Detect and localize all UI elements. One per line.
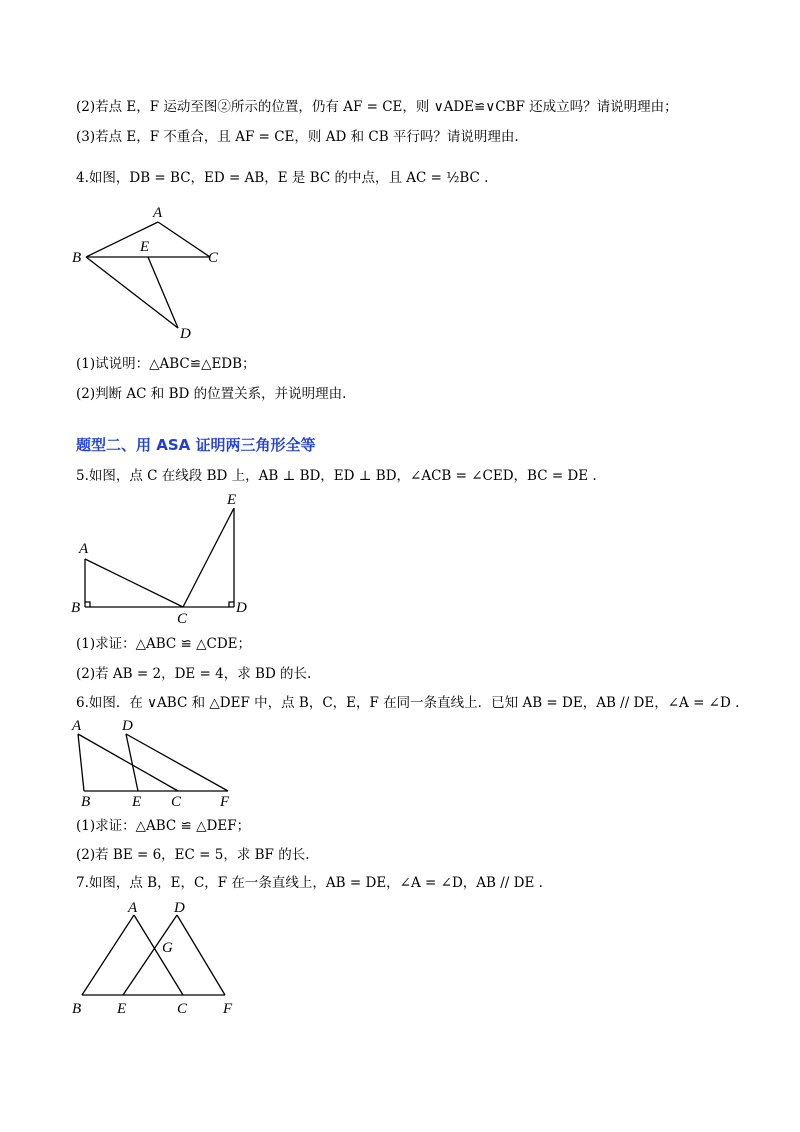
segment-bd — [86, 257, 178, 328]
label-d: D — [236, 600, 247, 616]
label-g: G — [162, 940, 173, 956]
q7-stem: 7.如图，点 B，E，C，F 在一条直线上，AB = DE，∠A = ∠D，AB // DE . — [76, 875, 543, 891]
label-e: E — [117, 1001, 127, 1017]
label-d: D — [180, 326, 191, 342]
q4-stem: 4.如图，DB = BC，ED = AB，E 是 BC 的中点，且 AC = ½BC . — [76, 170, 489, 186]
label-d: D — [174, 900, 185, 916]
segment-df — [126, 734, 228, 791]
label-c: C — [177, 1001, 188, 1017]
label-c: C — [171, 794, 182, 810]
label-a: A — [79, 541, 89, 557]
section-heading: 题型二、用 ASA 证明两三角形全等 — [76, 436, 316, 454]
q3-part3: (3)若点 E，F 不重合，且 AF = CE，则 AD 和 CB 平行吗？请说明理由. — [76, 129, 519, 145]
label-b: B — [81, 794, 91, 810]
figure-7 — [70, 900, 270, 1025]
label-b: B — [71, 600, 81, 616]
q3-part2: (2)若点 E，F 运动至图②所示的位置，仍有 AF = CE，则 ∨ADE≌∨CBF 还成立吗？请说明理由； — [76, 99, 678, 115]
label-e: E — [132, 794, 142, 810]
label-f: F — [223, 1001, 233, 1017]
label-d: D — [122, 718, 133, 734]
segment-ab — [78, 734, 84, 791]
q6-stem: 6.如图．在 ∨ABC 和 △DEF 中，点 B，C，E，F 在同一条直线上．已知 AB = DE，AB // DE，∠A = ∠D . — [76, 695, 740, 711]
segment-ac — [158, 222, 210, 257]
label-c: C — [177, 611, 188, 627]
q5-part2: (2)若 AB = 2，DE = 4，求 BD 的长. — [76, 666, 312, 682]
q6-part1: (1)求证：△ABC ≌ △DEF； — [76, 818, 251, 834]
label-c: C — [208, 250, 219, 266]
label-b: B — [72, 250, 82, 266]
q5-part1: (1)求证：△ABC ≌ △CDE； — [76, 636, 252, 652]
segment-ac — [85, 559, 183, 607]
segment-ac — [134, 915, 183, 995]
q5-stem: 5.如图，点 C 在线段 BD 上，AB ⊥ BD，ED ⊥ BD，∠ACB = ∠CED，BC = DE . — [76, 468, 597, 484]
label-f: F — [220, 794, 230, 810]
label-b: B — [72, 1001, 82, 1017]
label-a: A — [153, 205, 163, 221]
segment-ed — [148, 257, 178, 328]
segment-ce — [183, 508, 234, 607]
figure-4 — [70, 200, 250, 345]
label-a: A — [72, 718, 82, 734]
q4-part2: (2)判断 AC 和 BD 的位置关系，并说明理由. — [76, 386, 347, 402]
label-e: E — [227, 492, 237, 508]
label-a: A — [128, 900, 138, 916]
label-e: E — [140, 239, 150, 255]
segment-df — [177, 915, 225, 995]
q6-part2: (2)若 BE = 6，EC = 5，求 BF 的长. — [76, 847, 310, 863]
segment-ab — [82, 915, 134, 995]
right-angle-d — [229, 602, 234, 607]
figure-5 — [70, 490, 270, 630]
figure-6 — [70, 718, 270, 813]
right-angle-b — [85, 602, 90, 607]
q4-part1: (1)试说明：△ABC≌△EDB； — [76, 356, 256, 372]
